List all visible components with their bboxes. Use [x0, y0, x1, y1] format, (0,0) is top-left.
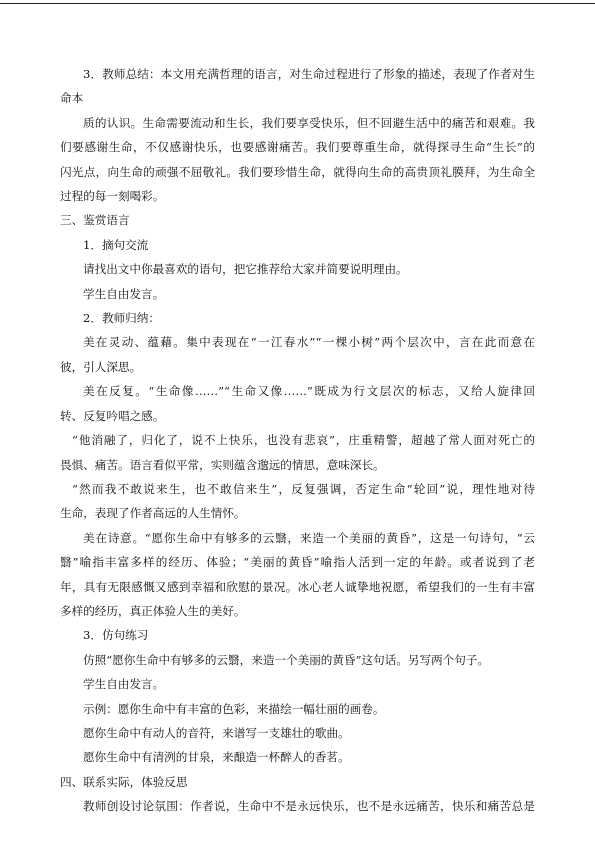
subsection-heading: 2．教师归纳：	[83, 311, 160, 326]
section-heading: 四、联系实际，体验反思	[60, 774, 188, 789]
text-line: 请找出文中你最喜欢的语句，把它推荐给大家并简要说明理由。	[83, 262, 408, 277]
section-heading: 三、鉴赏语言	[60, 213, 130, 228]
text-line: 学生自由发言。	[83, 677, 165, 692]
text-line: “他消融了，归化了，说不上快乐，也没有悲哀”，庄重精警，超越了常人面对死亡的	[72, 433, 535, 448]
text-line: 美在诗意。“愿你生命中有够多的云翳，来造一个美丽的黄昏”，这是一句诗句，“云	[83, 530, 535, 545]
text-line: 美在反复。“生命像……”“生命又像……”既成为行文层次的标志，又给人旋律回	[83, 384, 535, 399]
text-line: 闪光点，向生命的顽强不屈敬礼。我们要珍惜生命，就得向生命的高贵顶礼膜拜，为生命全	[60, 164, 535, 179]
text-line: 示例：愿你生命中有丰富的色彩，来描绘一幅壮丽的画卷。	[83, 701, 385, 716]
text-line: 们要感谢生命，不仅感谢快乐，也要感谢痛苦。我们要尊重生命，就得探寻生命“生长”的	[60, 140, 535, 155]
text-line: 畏惧、痛苦。语言看似平常，实则蕴含邈远的情思，意味深长。	[60, 457, 385, 472]
subsection-heading: 1．摘句交流	[83, 237, 149, 252]
text-line: 愿你生命中有动人的音符，来谱写一支雄壮的歌曲。	[83, 725, 350, 740]
text-line: “然而我不敢说来生，也不敢信来生”，反复强调，否定生命“轮回”说，理性地对待	[72, 481, 535, 496]
text-line: 过程的每一刻喝彩。	[60, 189, 165, 204]
text-line: 3．教师总结：本文用充满哲理的语言，对生命过程进行了形象的描述，表现了作者对生	[83, 67, 535, 81]
text-line: 愿你生命中有清洌的甘泉，来酿造一杯醉人的香茗。	[83, 750, 350, 765]
text-line: 教师创设讨论氛围：作者说，生命中不是永远快乐，也不是永远痛苦，快乐和痛苦总是	[83, 799, 535, 814]
document-body	[60, 62, 535, 819]
text-line: 彼，引人深思。	[60, 359, 142, 374]
text-line: 美在灵动、蕴藉。集中表现在“一江春水”“一棵小树”两个层次中，言在此而意在	[83, 335, 535, 350]
text-line: 转、反复吟唱之感。	[60, 408, 165, 423]
text-line: 翳”喻指丰富多样的经历、体验；“美丽的黄昏”喻指人活到一定的年龄。或者说到了老	[60, 555, 535, 570]
text-line: 多样的经历，真正体验人生的美好。	[60, 603, 246, 618]
text-line: 学生自由发言。	[83, 286, 165, 301]
text-line: 仿照“愿你生命中有够多的云翳，来造一个美丽的黄昏”这句话。另写两个句子。	[83, 652, 490, 667]
text-line: 年，具有无限感慨又感到幸福和欣慰的景况。冰心老人诚挚地祝愿，希望我们的一生有丰富	[60, 579, 535, 594]
text-line: 生命，表现了作者高远的人生情怀。	[60, 506, 246, 521]
subsection-heading: 3．仿句练习	[83, 628, 149, 643]
text-line: 质的认识。生命需要流动和生长，我们要享受快乐，但不回避生活中的痛苦和艰难。我	[83, 115, 535, 130]
header-rule	[0, 3, 595, 4]
text-line: 命本	[60, 91, 84, 106]
